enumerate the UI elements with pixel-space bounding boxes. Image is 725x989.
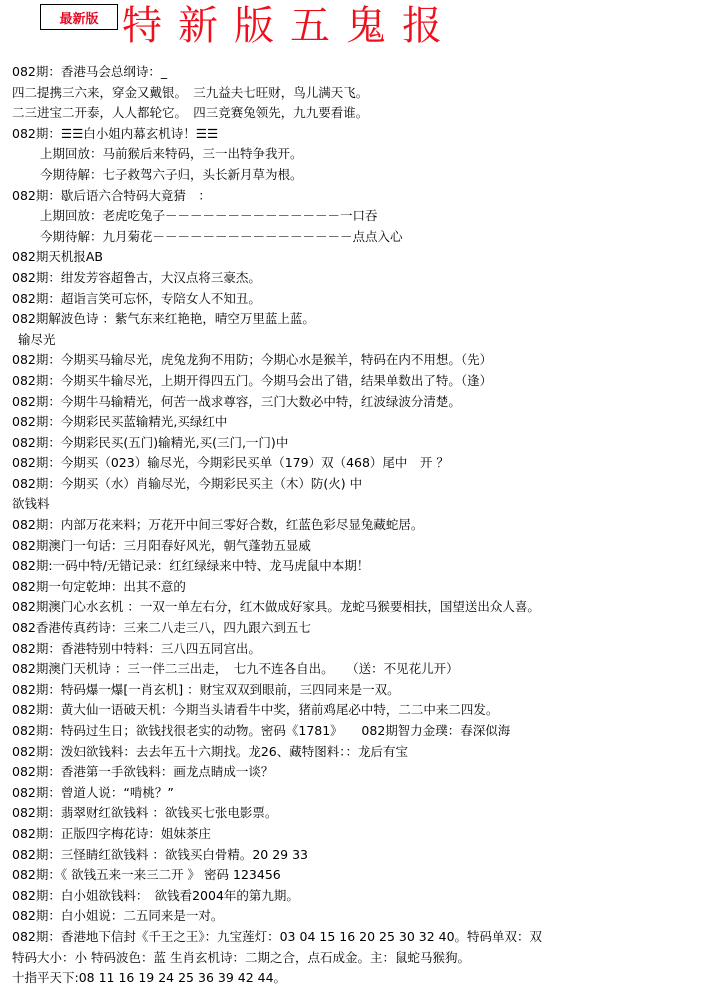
text-line: 输尽光: [18, 331, 56, 347]
text-line: 082期：香港马会总纲诗：_: [12, 64, 168, 79]
text-line: 082期：《 欲钱五来一来三二开 》 密码 123456: [12, 867, 281, 883]
document-body: [0, 62, 725, 989]
text-line: 082期澳门天机诗 ：三一伴二三出走， 七九不连各自出。 （送：不见花儿开）: [12, 661, 459, 677]
text-line: 082期澳门心水玄机 ：一双一单左右分，红木做成好家具。龙蛇马猴要相扶，国望送出众人喜。: [12, 599, 540, 615]
text-line: 082期：超诣言笑可忘怀，专陪女人不知丑。: [12, 290, 261, 306]
text-line: 特码大小：小 特码波色：蓝 生肖玄机诗：二期之合，点石成金。主：鼠蛇马猴狗。: [12, 949, 470, 965]
text-line: 082期：今期彩民买(五门)输精光,买(三门,一门)中: [12, 434, 289, 450]
text-line: 082期：歇后语六合特码大竟猜 ：: [12, 187, 211, 203]
text-line: 082期：今期彩民买蓝输精光,买绿红中: [12, 414, 228, 430]
text-line: 082期：香港特别中特料：三八四五同宫出。: [12, 640, 261, 656]
text-line: 082期：今期买马输尽光，虎兔龙狗不用防；今期心水是猴羊，特码在内不用想。（先）: [12, 352, 493, 368]
text-line: 082期：绀发芳容超鲁古，大汉点将三豪杰。: [12, 269, 261, 285]
text-line: 082期：曾道人说：“啃桃？”: [12, 784, 174, 800]
text-line: 082期：特码爆一爆[一肖玄机] ：财宝双双到眼前，三四同来是一双。: [12, 681, 400, 697]
text-line: 082香港传真药诗：三来二八走三八，四九跟六到五七: [12, 620, 311, 636]
text-line: 二三进宝二开泰，人人都轮它。 四三竞赛兔领先，九九要看谁。: [12, 105, 369, 121]
text-line: 082期：内部万花来料；万花开中间三零好合数，红蓝色彩尽显兔藏蛇居。: [12, 517, 424, 533]
text-line: 十指平天下:08 11 16 19 24 25 36 39 42 44。: [12, 970, 287, 986]
text-line: 082期：特码过生日；欲钱找很老实的动物。密码《1781》 082期智力金璞：春深似海: [12, 723, 511, 738]
text-line: 四二提携三六来，穿金又戴银。 三九益夫七旺财，鸟儿满天飞。: [12, 84, 369, 100]
text-line: 今期待解：七子救驾六子归，头长新月草为根。: [40, 166, 303, 182]
text-line: 082期天机报AB: [12, 249, 103, 265]
text-line: 082期:一码中特/无错记录：红红绿绿来中特、龙马虎鼠中本期！: [12, 558, 370, 574]
text-line: 082期：☰☰白小姐内幕玄机诗！☰☰: [12, 125, 219, 141]
text-line: 082期：香港第一手欲钱料：画龙点睛成一谈？: [12, 764, 274, 780]
text-line: 082期：三怪睛红欲钱料 ：欲钱买白骨精。20 29 33: [12, 846, 308, 862]
text-line: 082期：今期牛马输精光，何苦一战求尊容，三门大数必中特，红波绿波分清楚。: [12, 393, 461, 409]
page-title: 特新版五鬼报: [122, 3, 458, 49]
text-line: 欲钱料: [12, 496, 50, 512]
text-line: 082期：今期买（水）肖输尽光，今期彩民买主（木）防(火) 中: [12, 475, 363, 491]
text-line: 082期：黄大仙一语破天机：今期当头请看牛中奖，猪前鸡尾必中特，二二中来二四发。: [12, 702, 499, 718]
text-line: 上期回放：老虎吃兔子－－－－－－－－－－－－－－一口吞: [40, 208, 378, 224]
text-line: 今期待解：九月菊花－－－－－－－－－－－－－－－－点点入心: [40, 228, 403, 244]
text-line: 082期一句定乾坤：出其不意的: [12, 578, 186, 594]
text-line: 082期：今期买牛输尽光，上期开得四五门。今期马会出了错，结果单数出了特。（逢）: [12, 372, 493, 388]
text-line: 082期：白小姐说：二五同来是一对。: [12, 908, 224, 924]
text-line: 082期：翡翠财红欲钱料 ：欲钱买七张电影票。: [12, 805, 278, 821]
text-line: 082期：正版四字梅花诗：姐妹茶庄: [12, 825, 211, 841]
text-line: 082期：白小姐欲钱料： 欲钱看2004年的第九期。: [12, 887, 299, 903]
text-line: 082期：泼妇欲钱料：去去年五十六期找。龙26、藏特图料：：龙后有宝: [12, 743, 409, 759]
text-line: 上期回放：马前猴后来特码，三一出特争我开。: [40, 146, 303, 162]
text-line: 082期：香港地下信封《千王之王》：九宝莲灯：03 04 15 16 20 25 30 32 40。特码单双：双: [12, 928, 543, 944]
text-line: 082期澳门一句话：三月阳春好风光，朝气蓬勃五显威: [12, 537, 311, 553]
text-line: 082期解波色诗 ：紫气东来红艳艳，晴空万里蓝上蓝。: [12, 311, 315, 327]
text-line: 082期：今期买（023）输尽光，今期彩民买单（179）双（468）尾中 开 ？: [12, 455, 449, 471]
latest-version-badge: 最新版: [40, 4, 118, 30]
